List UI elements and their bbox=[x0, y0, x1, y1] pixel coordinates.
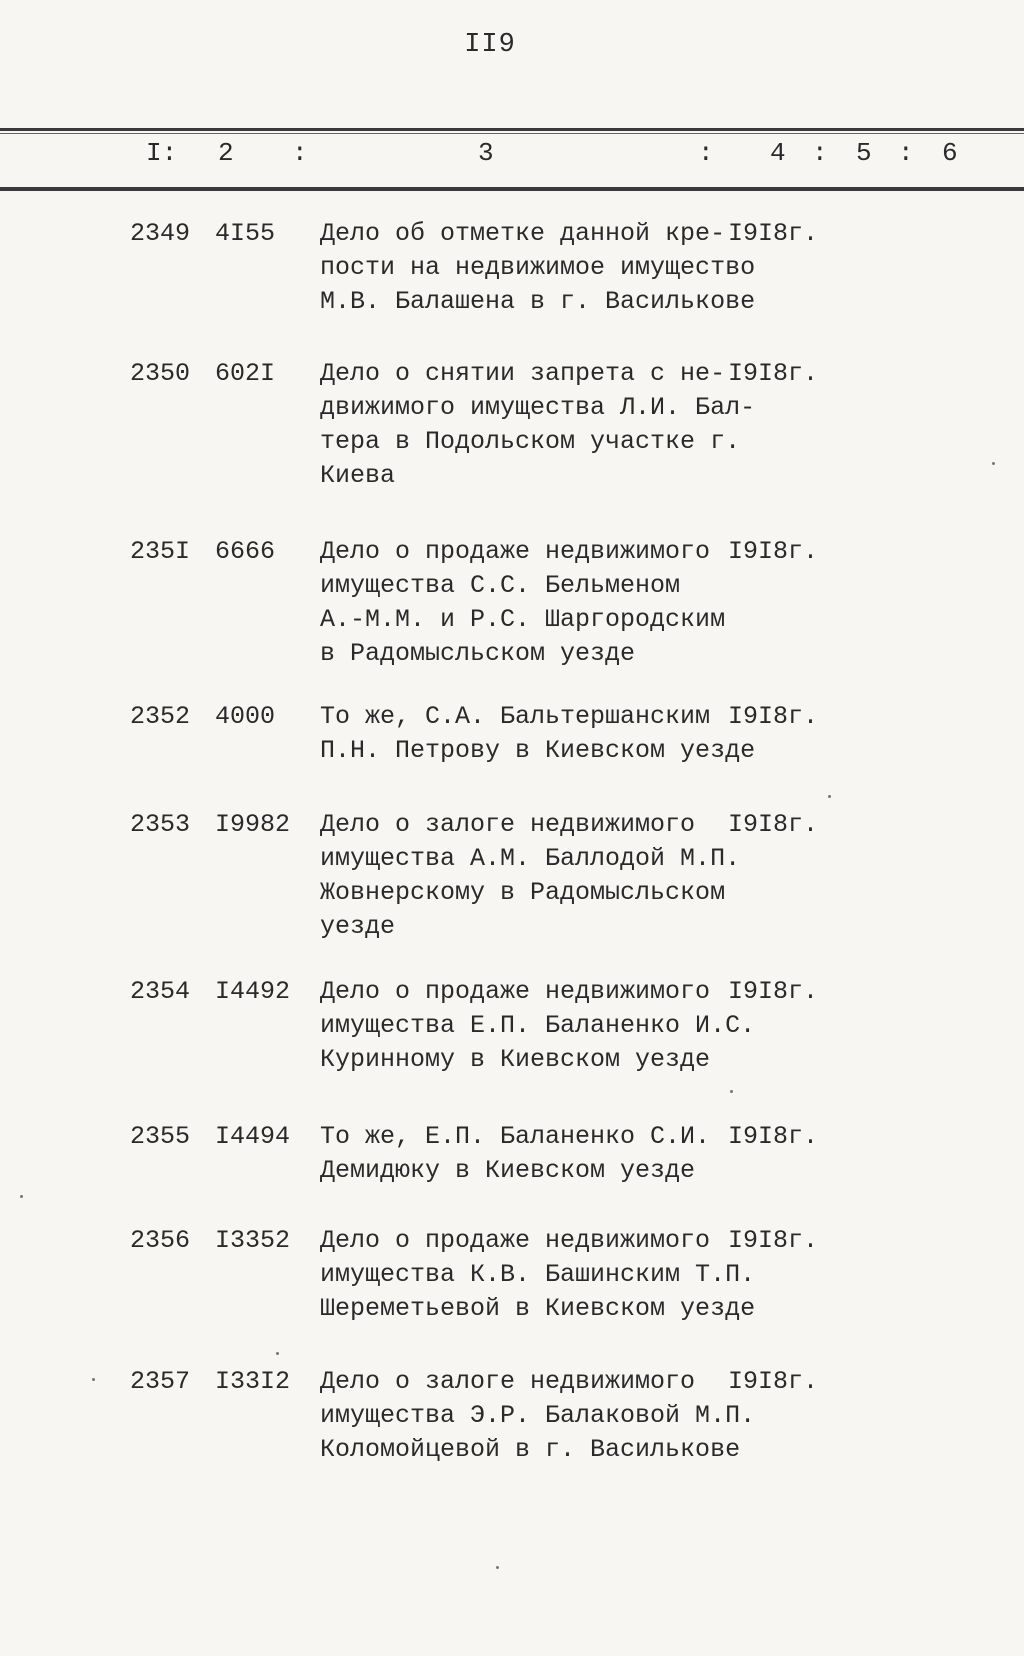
entry-description-line: П.Н. Петрову в Киевском уезде bbox=[320, 736, 756, 765]
entry-description-line: Киева bbox=[320, 461, 396, 490]
column-header bbox=[0, 136, 1024, 180]
header-rule-top-thin bbox=[0, 133, 1024, 134]
entry-code: I9982 bbox=[215, 810, 291, 839]
column-separator: : bbox=[292, 138, 308, 168]
entry-year: I9I8г. bbox=[728, 537, 819, 566]
entry-description bbox=[320, 808, 741, 944]
entry-description-line: Дело об отметке данной кре- bbox=[320, 219, 726, 248]
entry-number: 2349 bbox=[130, 219, 191, 248]
entry-number: 2353 bbox=[130, 810, 191, 839]
entry-number: 2354 bbox=[130, 977, 191, 1006]
entry-description-line: Куринному в Киевском уезде bbox=[320, 1045, 711, 1074]
entry-description bbox=[320, 1120, 735, 1188]
entry-description-line: Дело о снятии запрета с не- bbox=[320, 359, 726, 388]
column-separator: : bbox=[698, 138, 714, 168]
entry-description-line: имущества А.М. Баллодой М.П. bbox=[320, 844, 741, 873]
entry-code: I4492 bbox=[215, 977, 291, 1006]
entry-description-line: А.-М.М. и Р.С. Шаргородским bbox=[320, 605, 726, 634]
entry-description-line: имущества Э.Р. Балаковой М.П. bbox=[320, 1401, 756, 1430]
entry-year: I9I8г. bbox=[728, 359, 819, 388]
entry-code: I3352 bbox=[215, 1226, 291, 1255]
scan-speck bbox=[276, 1352, 279, 1355]
entry-code: 6666 bbox=[215, 537, 276, 566]
entry-description-line: в Радомысльском уезде bbox=[320, 639, 636, 668]
entry-description-line: Дело о продаже недвижимого bbox=[320, 1226, 711, 1255]
entry-code: I4494 bbox=[215, 1122, 291, 1151]
column-separator: : bbox=[812, 138, 828, 168]
entry-code: I33I2 bbox=[215, 1367, 291, 1396]
entry-description bbox=[320, 975, 756, 1077]
entry-description-line: Дело о залоге недвижимого bbox=[320, 1367, 696, 1396]
entry-year: I9I8г. bbox=[728, 1367, 819, 1396]
entry-description-line: имущества С.С. Бельменом bbox=[320, 571, 681, 600]
scan-speck bbox=[992, 462, 995, 465]
entry-description-line: Шереметьевой в Киевском уезде bbox=[320, 1294, 756, 1323]
entry-description-line: Демидюку в Киевском уезде bbox=[320, 1156, 696, 1185]
entry-description bbox=[320, 1224, 756, 1326]
column-header-3: 3 bbox=[478, 138, 494, 168]
entry-description-line: пости на недвижимое имущество bbox=[320, 253, 756, 282]
entry-description-line: Дело о продаже недвижимого bbox=[320, 977, 711, 1006]
entry-year: I9I8г. bbox=[728, 977, 819, 1006]
entry-description-line: движимого имущества Л.И. Бал- bbox=[320, 393, 756, 422]
scan-speck bbox=[730, 1090, 733, 1093]
scan-speck bbox=[20, 1195, 23, 1198]
scan-speck bbox=[92, 1378, 95, 1381]
entry-description-line: М.В. Балашена в г. Василькове bbox=[320, 287, 756, 316]
entry-number: 2357 bbox=[130, 1367, 191, 1396]
entry-code: 4I55 bbox=[215, 219, 276, 248]
entry-year: I9I8г. bbox=[728, 702, 819, 731]
entry-description-line: уезде bbox=[320, 912, 396, 941]
entry-description-line: Жовнерскому в Радомысльском bbox=[320, 878, 726, 907]
page-number: II9 bbox=[464, 30, 516, 60]
column-header-5: 5 bbox=[856, 138, 872, 168]
entry-year: I9I8г. bbox=[728, 810, 819, 839]
entry-description-line: То же, С.А. Бальтершанским bbox=[320, 702, 711, 731]
scan-speck bbox=[828, 795, 831, 798]
entry-code: 602I bbox=[215, 359, 276, 388]
entry-description-line: То же, Е.П. Баланенко С.И. bbox=[320, 1122, 711, 1151]
column-header-6: 6 bbox=[942, 138, 958, 168]
entry-number: 2352 bbox=[130, 702, 191, 731]
header-rule-top bbox=[0, 128, 1024, 131]
entry-description bbox=[320, 217, 756, 319]
entry-year: I9I8г. bbox=[728, 219, 819, 248]
column-separator: : bbox=[898, 138, 914, 168]
entry-code: 4000 bbox=[215, 702, 276, 731]
header-rule-bottom bbox=[0, 187, 1024, 191]
entry-description-line: Дело о продаже недвижимого bbox=[320, 537, 711, 566]
column-header-2: 2 bbox=[218, 138, 234, 168]
entry-number: 2350 bbox=[130, 359, 191, 388]
entry-year: I9I8г. bbox=[728, 1122, 819, 1151]
entry-number: 2356 bbox=[130, 1226, 191, 1255]
entry-description-line: имущества К.В. Башинским Т.П. bbox=[320, 1260, 756, 1289]
entry-description-line: Коломойцевой в г. Василькове bbox=[320, 1435, 741, 1464]
entry-description-line: имущества Е.П. Баланенко И.С. bbox=[320, 1011, 756, 1040]
entry-description bbox=[320, 535, 735, 671]
entry-number: 235I bbox=[130, 537, 191, 566]
entry-description bbox=[320, 357, 756, 493]
scan-speck bbox=[496, 1566, 499, 1569]
entry-description-line: тера в Подольском участке г. bbox=[320, 427, 741, 456]
entry-description-line: Дело о залоге недвижимого bbox=[320, 810, 696, 839]
column-header-1: I: bbox=[146, 138, 178, 168]
column-header-4: 4 bbox=[770, 138, 786, 168]
entry-year: I9I8г. bbox=[728, 1226, 819, 1255]
entry-description bbox=[320, 1365, 756, 1467]
entry-number: 2355 bbox=[130, 1122, 191, 1151]
entry-description bbox=[320, 700, 756, 768]
